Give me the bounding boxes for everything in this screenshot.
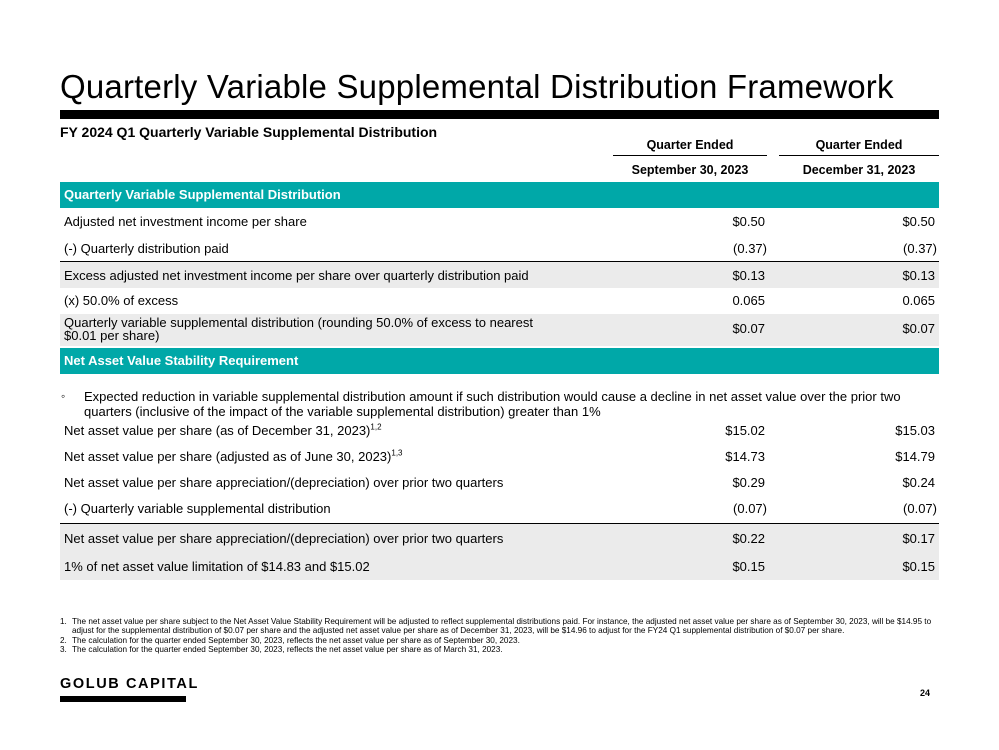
footnote-number: 2. (60, 635, 67, 645)
row-value-sep: $14.73 (725, 449, 765, 464)
row-label: (-) Quarterly variable supplemental distribution (64, 501, 331, 516)
column-header-line1: Quarter Ended (646, 138, 734, 152)
row-value-sep: $0.50 (732, 214, 765, 229)
row-label-text: Net asset value per share (adjusted as of June 30, 2023) (64, 449, 392, 464)
table-subtitle: FY 2024 Q1 Quarterly Variable Supplemental Distribution (60, 124, 438, 140)
table-row (60, 444, 939, 470)
page-number: 24 (919, 688, 930, 698)
column-header-rule (613, 155, 767, 156)
table-row (60, 262, 939, 288)
row-value-dec: (0.37) (903, 241, 937, 256)
row-value-sep: (0.07) (733, 501, 767, 516)
footnote-text: The net asset value per share subject to the Net Asset Value Stability Requirement will be adjusted to reflect supplemental distributions paid. For instance, the adjusted net asset value per share as of September 30, 2023, will be $14.95 to adjust for the supplemental distribution of $0.07 per share and the adjusted net asset value per share as of December 31, 2023, will be $14.96 to adjust for the FY24 Q1 supplemental distribution of $0.07 per share. (72, 617, 932, 636)
page-title: Quarterly Variable Supplemental Distribution Framework (60, 68, 894, 105)
row-value-sep: $0.15 (732, 559, 765, 574)
row-label-text: Net asset value per share (as of December 31, 2023) (64, 423, 371, 438)
row-value-dec: $15.03 (895, 423, 935, 438)
table-row (60, 288, 939, 314)
row-value-sep: $0.07 (732, 321, 765, 336)
row-label: Net asset value per share appreciation/(depreciation) over prior two quarters (64, 475, 504, 490)
footnote-ref: 1,2 (370, 422, 382, 432)
table-row (60, 208, 939, 235)
table-row (60, 235, 939, 262)
footnote-text: The calculation for the quarter ended September 30, 2023, reflects the net asset value per share as of September 30, 2023. (72, 635, 520, 645)
table-row (60, 552, 939, 580)
bullet-text: Expected reduction in variable supplemental distribution amount if such distribution would cause a decline in net asset value over the prior two quarters (inclusive of the impact of the variable supplemental distribution) greater than 1% (84, 389, 901, 419)
bullet-icon: ◦ (61, 389, 66, 403)
table-row (60, 524, 939, 552)
column-header-line1: Quarter Ended (815, 138, 903, 152)
row-label (64, 316, 533, 342)
row-value-sep: 0.065 (732, 293, 765, 308)
footnote-item (60, 617, 939, 636)
row-label: 1% of net asset value limitation of $14.83 and $15.02 (64, 559, 370, 574)
section-header-supplemental-distribution: Quarterly Variable Supplemental Distribution (60, 182, 939, 208)
footnote-item (60, 645, 939, 654)
row-value-sep: $15.02 (725, 423, 765, 438)
row-label (64, 449, 403, 464)
row-value-sep: $0.22 (732, 531, 765, 546)
row-label: (-) Quarterly distribution paid (64, 241, 229, 256)
table-row (60, 496, 939, 523)
row-value-dec: $0.15 (902, 559, 935, 574)
footnote-number: 1. (60, 617, 67, 626)
table-row (60, 418, 939, 444)
brand-logo-bar (60, 696, 186, 702)
brand-logo-text: GOLUB CAPITAL (60, 676, 199, 692)
row-label-line1: Quarterly variable supplemental distribution (rounding 50.0% of excess to nearest (64, 315, 533, 330)
footnotes (60, 617, 939, 655)
row-label (64, 423, 382, 438)
footnote-number: 3. (60, 645, 67, 655)
row-value-dec: $14.79 (895, 449, 935, 464)
row-label: Net asset value per share appreciation/(depreciation) over prior two quarters (64, 531, 504, 546)
row-value-dec: $0.50 (902, 214, 935, 229)
title-rule (60, 110, 939, 119)
row-value-dec: $0.07 (902, 321, 935, 336)
row-value-dec: $0.17 (902, 531, 935, 546)
row-value-sep: $0.13 (732, 268, 765, 283)
row-value-dec: 0.065 (902, 293, 935, 308)
row-value-sep: (0.37) (733, 241, 767, 256)
column-header-line2: September 30, 2023 (631, 163, 749, 177)
table-row (60, 470, 939, 496)
row-label: Adjusted net investment income per share (64, 214, 307, 229)
table-row (60, 314, 939, 346)
column-header-rule (779, 155, 939, 156)
section-header-nav-stability: Net Asset Value Stability Requirement (60, 348, 939, 374)
footnote-text: The calculation for the quarter ended September 30, 2023, reflects the net asset value per share as of March 31, 2023. (72, 645, 503, 655)
row-value-dec: $0.24 (902, 475, 935, 490)
footnote-item (60, 636, 939, 645)
footnote-ref: 1,3 (391, 448, 403, 458)
row-label: Excess adjusted net investment income per share over quarterly distribution paid (64, 268, 529, 283)
row-label-line2: $0.01 per share) (64, 328, 160, 343)
row-value-sep: $0.29 (732, 475, 765, 490)
column-header-line2: December 31, 2023 (802, 163, 916, 177)
row-value-dec: (0.07) (903, 501, 937, 516)
row-label: (x) 50.0% of excess (64, 293, 179, 308)
row-value-dec: $0.13 (902, 268, 935, 283)
